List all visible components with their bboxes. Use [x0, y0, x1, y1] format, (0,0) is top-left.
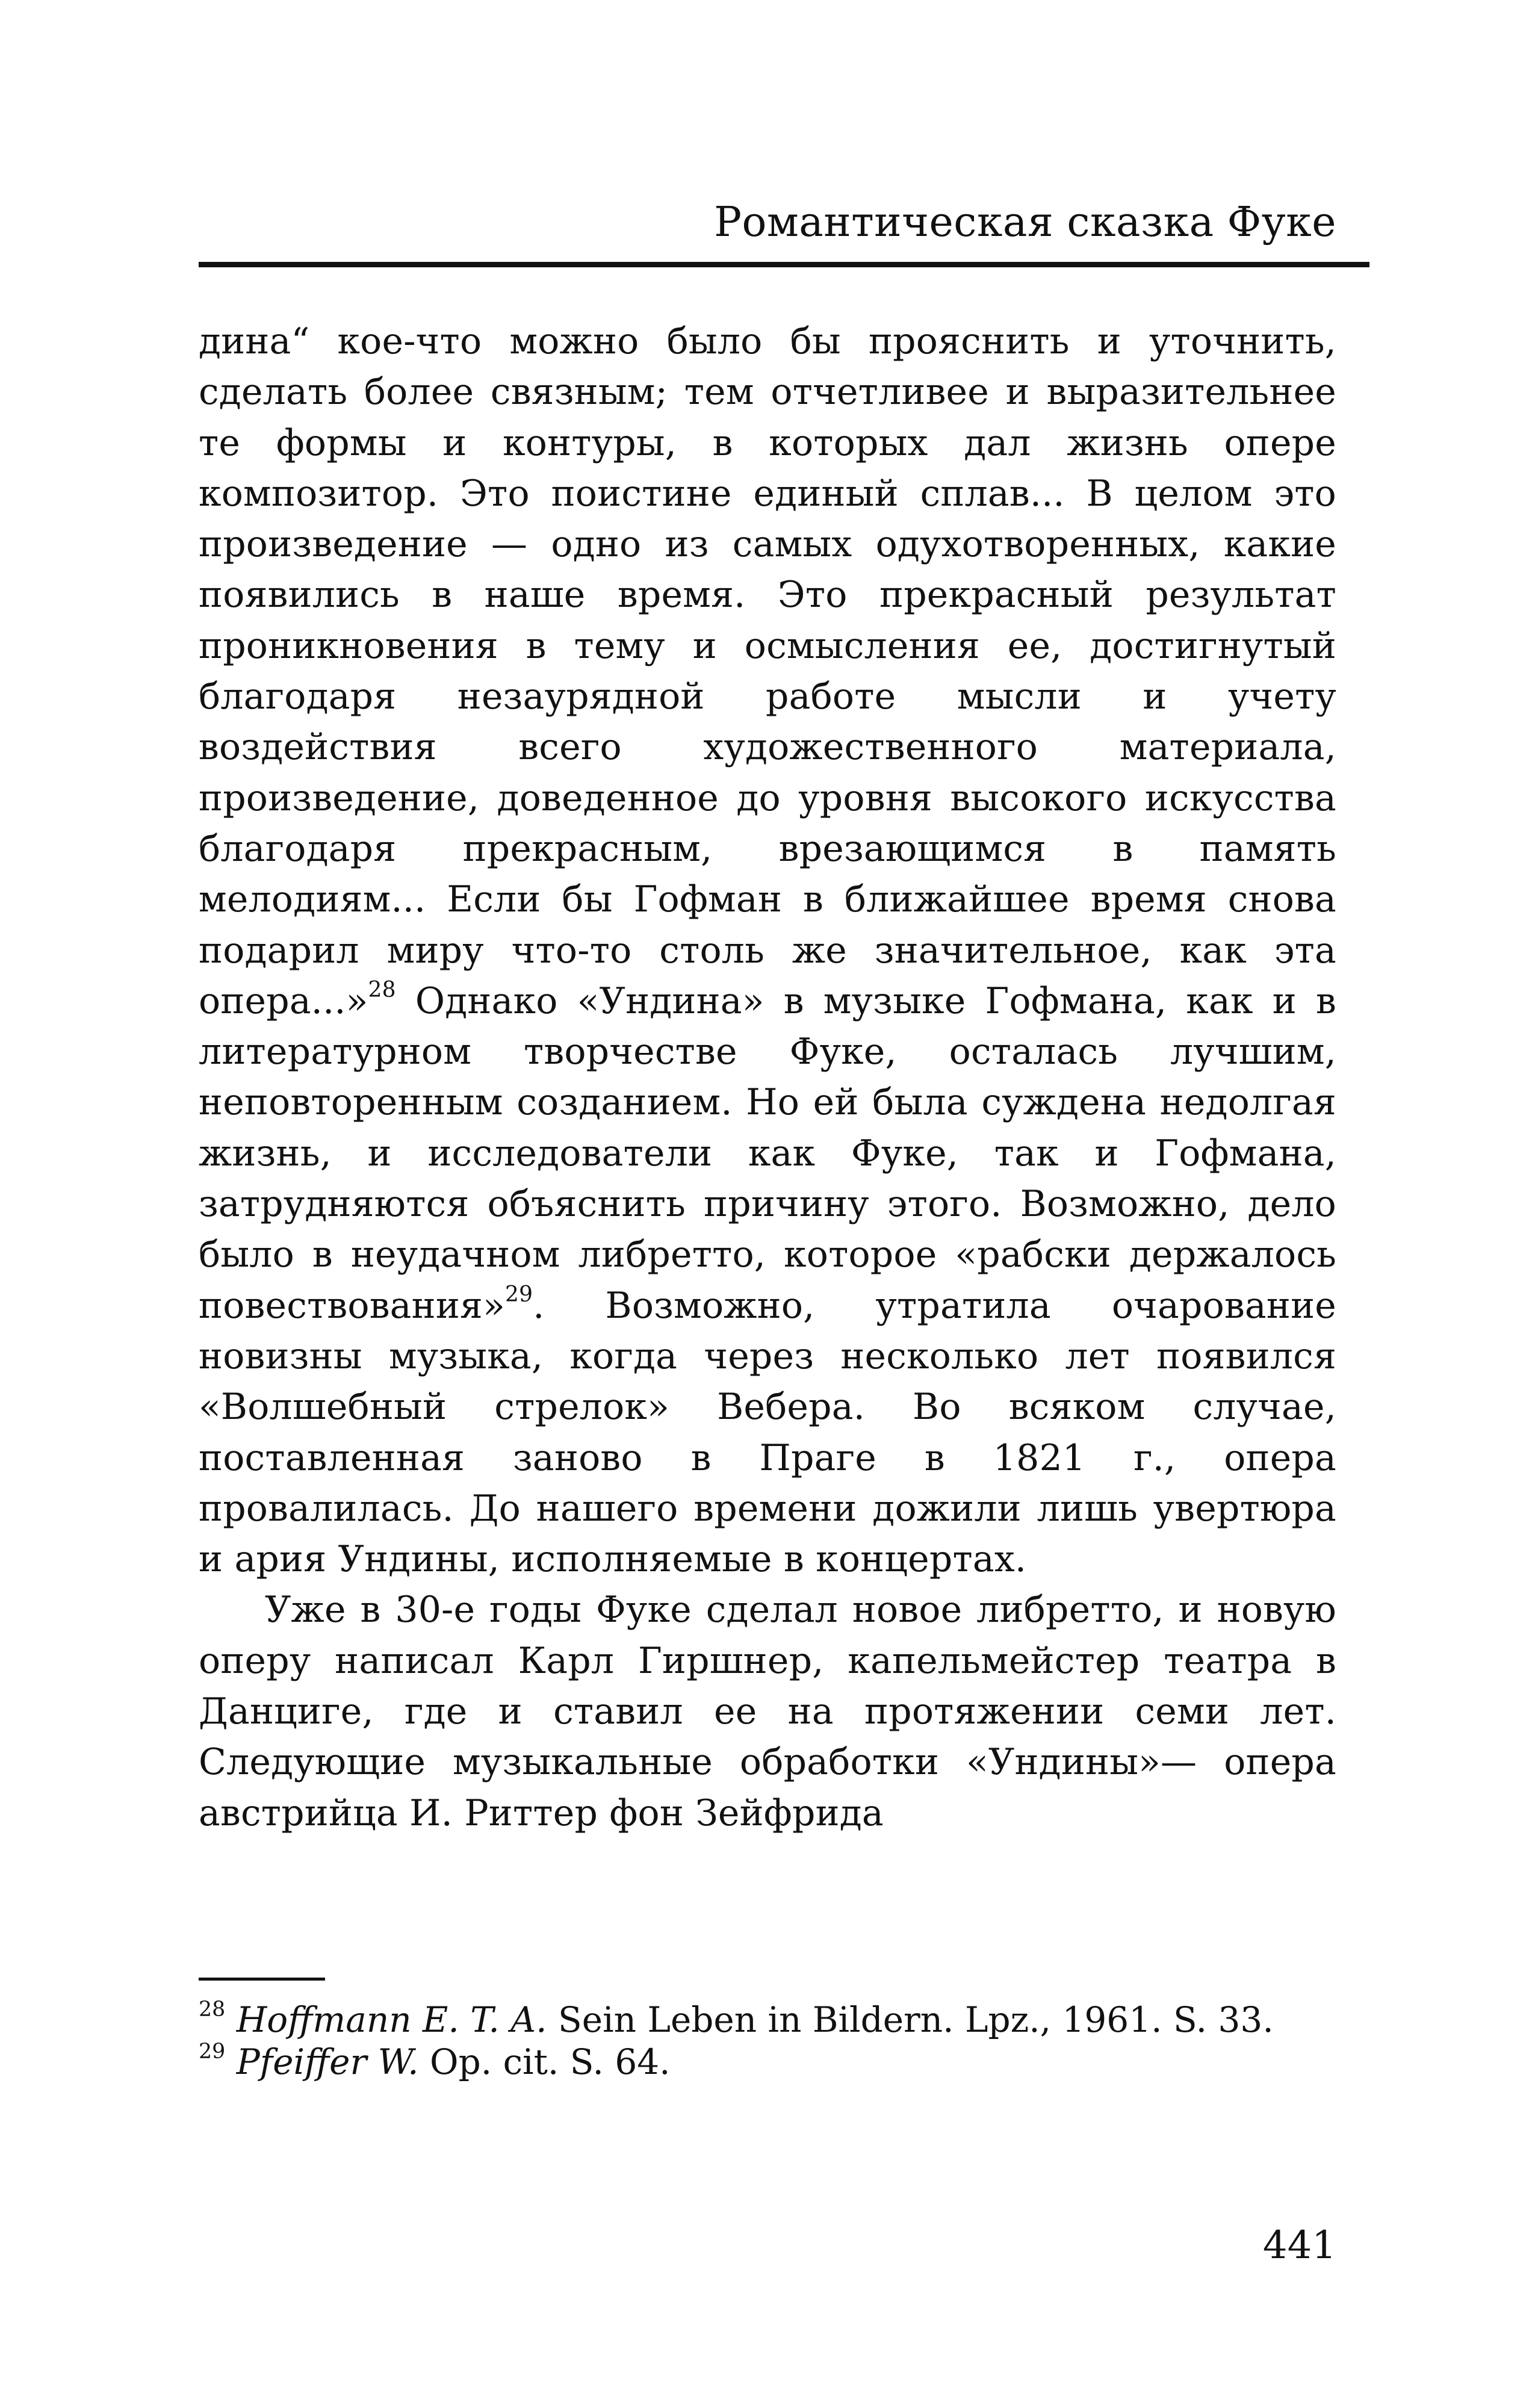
- paragraph-1-text-b: Однако «Ундина» в музыке Гофмана, как и в литературном творчестве Фуке, осталась лучшим, неповторенным созданием. Но ей была суждена недолгая жизнь, и исследователи как Фуке, так и Гофмана, затрудняются объяснить причину этого. Возможно, дело было в неудачном либретто, которое «рабски держалось повествования»: [199, 979, 1336, 1327]
- body-text: [199, 316, 1336, 1839]
- footnote-number: 29: [199, 2039, 226, 2064]
- footnote-ref-28: 28: [368, 977, 396, 1002]
- paragraph-2: Уже в 30-е годы Фуке сделал новое либретто, и новую оперу написал Карл Гиршнер, капельмейстер театра в Данциге, где и ставил ее на протяжении семи лет. Следующие музыкальные обработки «Ундины»— опера австрийца И. Риттер фон Зейфрида: [199, 1589, 1336, 1834]
- footnote-text: Op. cit. S. 64.: [418, 2041, 671, 2082]
- running-head: Романтическая сказка Фуке: [714, 199, 1336, 246]
- footnote-28: [199, 1999, 1336, 2041]
- footnote-author: Pfeiffer W.: [236, 2041, 419, 2082]
- paragraph-1-text-c: . Возможно, утратила очарование новизны музыка, когда через несколько лет появился «Волшебный стрелок» Вебера. Во всяком случае, поставленная заново в Праге в 1821 г., опера провалилась. До нашего времени дожили лишь увертюра и ария Ундины, исполняемые в концертах.: [199, 1284, 1336, 1581]
- footnote-number: 28: [199, 1997, 226, 2022]
- footnote-author: Hoffmann E. T. A.: [236, 1999, 547, 2040]
- paragraph-1: [199, 316, 1336, 1584]
- footnote-29: [199, 2041, 1336, 2083]
- paragraph-1-text-a: дина“ кое-что можно было бы прояснить и уточнить, сделать более связным; тем отчетливее и выразительнее те формы и контуры, в которых дал жизнь опере композитор. Это поистине единый сплав... В целом это произведение — одно из самых одухотворенных, какие появились в наше время. Это прекрасный результат проникновения в тему и осмысления ее, достигнутый благодаря незаурядной работе мысли и учету воздействия всего художественного материала, произведение, доведенное до уровня высокого искусства благодаря прекрасным, врезающимся в память мелодиям... Если бы Гофман в ближайшее время снова подарил миру что-то столь же значительное, как эта опера...»: [199, 320, 1336, 1022]
- footnote-ref-29: 29: [505, 1282, 533, 1307]
- footnote-rule: [199, 1978, 325, 1981]
- footnote-text: Sein Leben in Bildern. Lpz., 1961. S. 33.: [547, 1999, 1274, 2040]
- header-rule: [199, 262, 1369, 267]
- footnotes: [199, 1999, 1336, 2083]
- page-number: 441: [1262, 2223, 1336, 2268]
